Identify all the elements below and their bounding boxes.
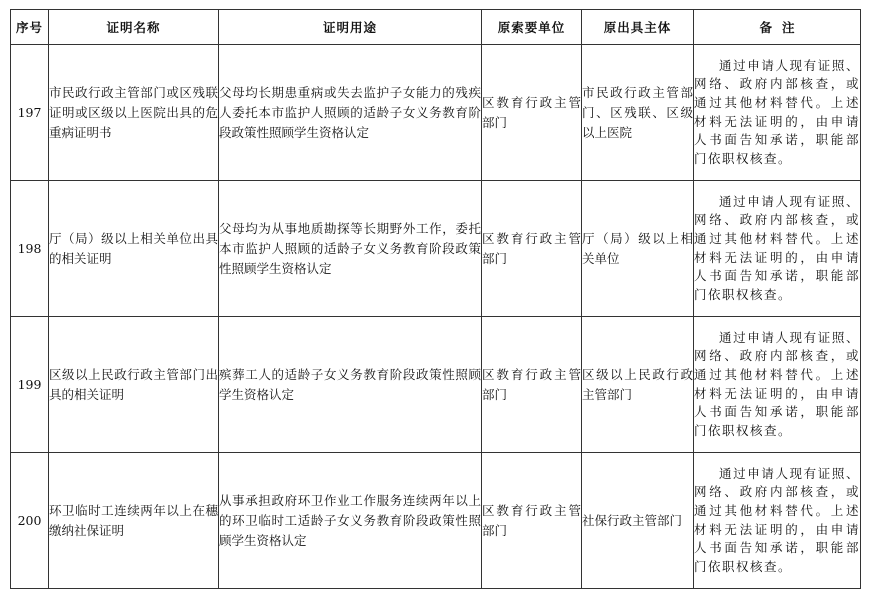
cell-seq: 197 — [11, 45, 49, 181]
note-text: 通过申请人现有证照、网络、政府内部核查，或通过其他材料替代。上述材料无法证明的，由申请人书面告知承诺，职能部门依职权核查。 — [694, 193, 860, 302]
note-text: 通过申请人现有证照、网络、政府内部核查，或通过其他材料替代。上述材料无法证明的，由申请人书面告知承诺，职能部门依职权核查。 — [694, 329, 860, 438]
cell-use: 父母均长期患重病或失去监护子女能力的残疾人委托本市监护人照顾的适龄子女义务教育阶段政策性照顾学生资格认定 — [219, 45, 482, 181]
header-use: 证明用途 — [219, 10, 482, 45]
cell-name: 环卫临时工连续两年以上在穗缴纳社保证明 — [49, 453, 219, 589]
cell-issuer: 厅（局）级以上相关单位 — [582, 181, 694, 317]
cell-name: 区级以上民政行政主管部门出具的相关证明 — [49, 317, 219, 453]
cell-requester: 区教育行政主管部门 — [482, 181, 582, 317]
cell-issuer: 社保行政主管部门 — [582, 453, 694, 589]
table-row — [11, 181, 861, 317]
cell-use: 父母均为从事地质勘探等长期野外工作，委托本市监护人照顾的适龄子女义务教育阶段政策性照顾学生资格认定 — [219, 181, 482, 317]
header-seq: 序号 — [11, 10, 49, 45]
cell-issuer: 市民政行政主管部门、区残联、区级以上医院 — [582, 45, 694, 181]
table-row — [11, 317, 861, 453]
cell-name: 市民政行政主管部门或区残联证明或区级以上医院出具的危重病证明书 — [49, 45, 219, 181]
cell-seq: 198 — [11, 181, 49, 317]
header-issuer: 原出具主体 — [582, 10, 694, 45]
cell-requester: 区教育行政主管部门 — [482, 317, 582, 453]
cell-note — [694, 453, 861, 589]
cell-seq: 200 — [11, 453, 49, 589]
header-note: 备注 — [694, 10, 861, 45]
cell-note — [694, 181, 861, 317]
certificate-table — [10, 9, 861, 589]
cell-use: 从事承担政府环卫作业工作服务连续两年以上的环卫临时工适龄子女义务教育阶段政策性照顾学生资格认定 — [219, 453, 482, 589]
table-row — [11, 45, 861, 181]
table-header — [11, 10, 861, 45]
cell-requester: 区教育行政主管部门 — [482, 453, 582, 589]
cell-note — [694, 317, 861, 453]
cell-note — [694, 45, 861, 181]
cell-requester: 区教育行政主管部门 — [482, 45, 582, 181]
header-row — [11, 10, 861, 45]
header-requester: 原索要单位 — [482, 10, 582, 45]
cell-seq: 199 — [11, 317, 49, 453]
note-text: 通过申请人现有证照、网络、政府内部核查，或通过其他材料替代。上述材料无法证明的，由申请人书面告知承诺，职能部门依职权核查。 — [694, 57, 860, 166]
cell-use: 殡葬工人的适龄子女义务教育阶段政策性照顾学生资格认定 — [219, 317, 482, 453]
note-text: 通过申请人现有证照、网络、政府内部核查，或通过其他材料替代。上述材料无法证明的，由申请人书面告知承诺，职能部门依职权核查。 — [694, 465, 860, 574]
table-row — [11, 453, 861, 589]
header-name: 证明名称 — [49, 10, 219, 45]
table-body — [11, 45, 861, 589]
cell-issuer: 区级以上民政行政主管部门 — [582, 317, 694, 453]
cell-name: 厅（局）级以上相关单位出具的相关证明 — [49, 181, 219, 317]
